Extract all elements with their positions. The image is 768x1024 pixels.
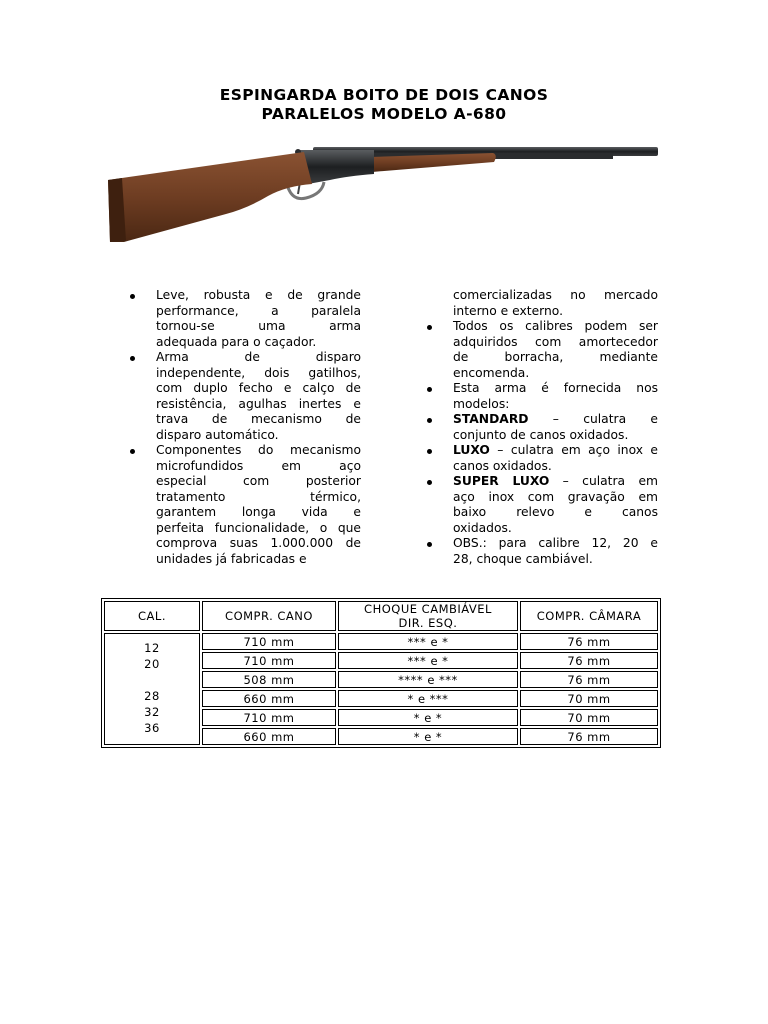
bullet-icon <box>130 294 135 299</box>
list-item <box>424 536 658 567</box>
text-line: canos oxidados. <box>453 458 552 473</box>
cell-camara: 70 mm <box>520 690 658 707</box>
text-line: adequada para o caçador. <box>156 334 317 349</box>
title-line-1: ESPINGARDA BOITO DE DOIS CANOS <box>219 86 549 104</box>
table-body <box>104 633 658 745</box>
text-line: modelos: <box>453 396 510 411</box>
text-line-rest: – culatra em aço inox e <box>489 443 658 457</box>
caliber-cell <box>104 633 200 745</box>
text-line: unidades já fabricadas e <box>156 551 307 566</box>
cell-cano: 710 mm <box>202 652 336 669</box>
caliber-value: 12 <box>144 641 160 655</box>
bullet-icon <box>427 387 432 392</box>
text-line: com duplo fecho e calço de <box>156 381 361 395</box>
bullet-icon <box>427 418 432 423</box>
header-cal: CAL. <box>104 601 200 631</box>
text-line: aço inox com gravação em <box>453 489 658 504</box>
list-item <box>127 350 361 443</box>
document-title <box>0 86 768 124</box>
list-item <box>424 443 658 474</box>
text-line: encomenda. <box>453 365 530 380</box>
caliber-value: 32 <box>144 705 160 719</box>
text-line: comprova suas 1.000.000 de <box>156 536 361 550</box>
text-line: tratamento térmico, <box>156 489 361 504</box>
caliber-value: 20 <box>144 657 160 671</box>
double-barrel-shotgun-icon <box>108 140 660 244</box>
cell-choque: *** e * <box>338 633 518 650</box>
cell-cano: 710 mm <box>202 709 336 726</box>
text-line: conjunto de canos oxidados. <box>453 427 629 442</box>
list-item <box>424 412 658 443</box>
caliber-value: 28 <box>144 689 160 703</box>
cell-choque: * e *** <box>338 690 518 707</box>
left-bullet-list <box>127 288 361 567</box>
text-line: comercializadas no mercado <box>453 288 658 302</box>
bullet-icon <box>427 542 432 547</box>
text-line <box>453 474 658 490</box>
cell-choque: * e * <box>338 709 518 726</box>
cell-camara: 76 mm <box>520 652 658 669</box>
bullet-icon <box>427 449 432 454</box>
bullet-icon <box>130 356 135 361</box>
cell-choque: **** e *** <box>338 671 518 688</box>
list-item-continuation <box>424 288 658 319</box>
text-line: tornou-se uma arma <box>156 319 361 333</box>
text-line: OBS.: para calibre 12, 20 e <box>453 536 658 550</box>
text-line: Esta arma é fornecida nos <box>453 381 658 395</box>
cell-choque: * e * <box>338 728 518 745</box>
bullet-icon <box>427 480 432 485</box>
text-line: adquiridos com amortecedor <box>453 334 658 349</box>
text-line: Arma de disparo <box>156 350 361 364</box>
list-item <box>424 381 658 412</box>
left-column <box>127 288 361 567</box>
text-line: de borracha, mediante <box>453 350 658 364</box>
list-item <box>424 319 658 381</box>
cell-cano: 710 mm <box>202 633 336 650</box>
text-line: resistência, agulhas inertes e <box>156 396 361 411</box>
text-line: 28, choque cambiável. <box>453 551 593 566</box>
table-header-row <box>104 601 658 631</box>
cell-cano: 660 mm <box>202 728 336 745</box>
text-line: Leve, robusta e de grande <box>156 288 361 302</box>
cell-choque: *** e * <box>338 652 518 669</box>
header-compr-cano: COMPR. CANO <box>202 601 336 631</box>
text-line-rest: – culatra em <box>549 474 658 488</box>
model-name: STANDARD <box>453 412 529 426</box>
text-line: perfeita funcionalidade, o que <box>156 520 361 535</box>
text-line: trava de mecanismo de <box>156 412 361 426</box>
text-line: disparo automático. <box>156 427 279 442</box>
model-name: SUPER LUXO <box>453 474 550 488</box>
text-line: interno e externo. <box>453 303 563 318</box>
list-item <box>127 288 361 350</box>
caliber-value <box>105 672 199 688</box>
text-line: especial com posterior <box>156 474 361 488</box>
header-compr-camara: COMPR. CÂMARA <box>520 601 658 631</box>
cell-cano: 660 mm <box>202 690 336 707</box>
right-column <box>424 288 658 567</box>
title-line-2: PARALELOS MODELO A-680 <box>261 105 507 123</box>
header-choque <box>338 601 518 631</box>
caliber-value: 36 <box>144 721 160 735</box>
cell-camara: 76 mm <box>520 728 658 745</box>
text-line: Componentes do mecanismo <box>156 443 361 457</box>
text-line: baixo relevo e canos <box>453 505 658 519</box>
list-item <box>127 443 361 567</box>
text-line: performance, a paralela <box>156 303 361 318</box>
text-line: independente, dois gatilhos, <box>156 365 361 380</box>
table-row <box>104 633 658 650</box>
header-choque-line-1: CHOQUE CAMBIÁVEL <box>364 602 492 616</box>
text-line: oxidados. <box>453 520 512 535</box>
header-choque-line-2: DIR. ESQ. <box>398 616 458 630</box>
text-line: microfundidos em aço <box>156 458 361 473</box>
text-line <box>453 443 658 459</box>
text-line: Todos os calibres podem ser <box>453 319 658 333</box>
text-line: garantem longa vida e <box>156 505 361 519</box>
bullet-icon <box>130 449 135 454</box>
cell-cano: 508 mm <box>202 671 336 688</box>
bullet-icon <box>427 325 432 330</box>
text-line-rest: – culatra e <box>528 412 658 426</box>
cell-camara: 70 mm <box>520 709 658 726</box>
cell-camara: 76 mm <box>520 633 658 650</box>
specs-table <box>101 598 661 748</box>
list-item <box>424 474 658 536</box>
model-name: LUXO <box>453 443 490 457</box>
text-line <box>453 412 658 428</box>
cell-camara: 76 mm <box>520 671 658 688</box>
right-bullet-list <box>424 288 658 567</box>
